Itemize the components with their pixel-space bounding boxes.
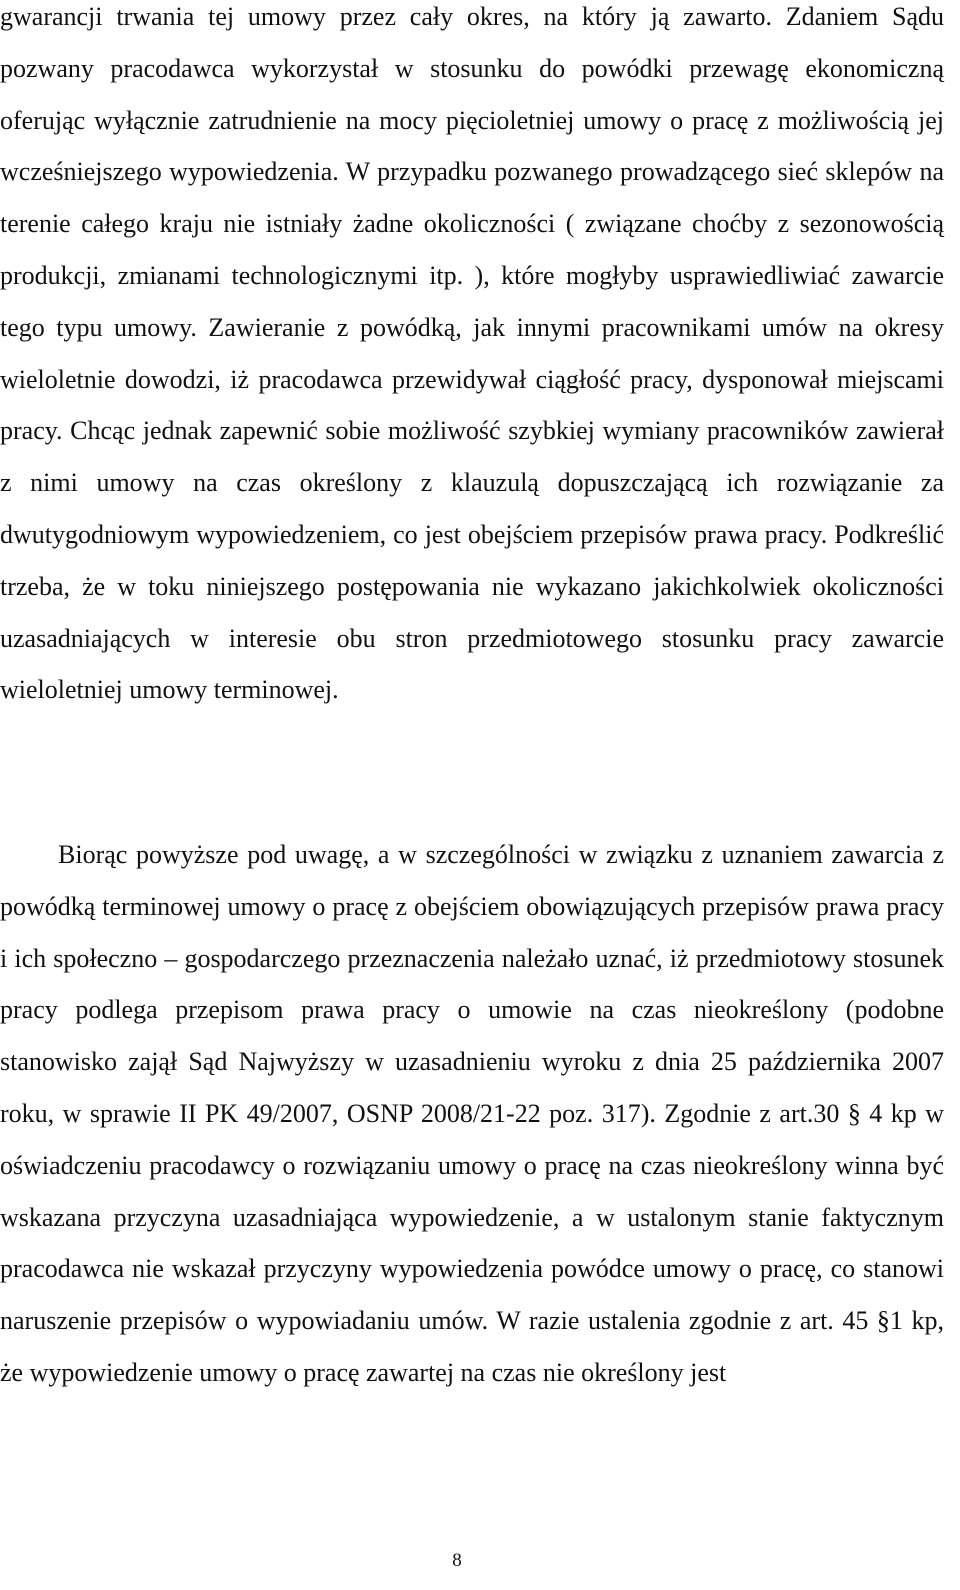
- paragraph-conclusion: [0, 829, 944, 1399]
- paragraph-continuation: gwarancji trwania tej umowy przez cały okres, na który ją zawarto. Zdaniem Sądu pozwany pracodawca wykorzystał w stosunku do powódki przewagę ekonomiczną oferując wyłącznie zatrudnienie na mocy pięcioletniej umowy o pracę z możliwością jej wcześniejszego wypowiedzenia. W przypadku pozwanego prowadzącego sieć sklepów na terenie całego kraju nie istniały żadne okoliczności ( związane choćby z sezonowością produkcji, zmianami technologicznymi itp. ), które mogłyby usprawiedliwiać zawarcie tego typu umowy. Zawieranie z powódką, jak innymi pracownikami umów na okresy wieloletnie dowodzi, iż pracodawca przewidywał ciągłość pracy, dysponował miejscami pracy. Chcąc jednak zapewnić sobie możliwość szybkiej wymiany pracowników zawierał z nimi umowy na czas określony z klauzulą dopuszczającą ich rozwiązanie za dwutygodniowym wypowiedzeniem, co jest obejściem przepisów prawa pracy. Podkreślić trzeba, że w toku niniejszego postępowania nie wykazano jakichkolwiek okoliczności uzasadniających w interesie obu stron przedmiotowego stosunku pracy zawarcie wieloletniej umowy terminowej.: [0, 2, 944, 705]
- paragraph-conclusion-text: Biorąc powyższe pod uwagę, a w szczególności w związku z uznaniem zawarcia z powódką terminowej umowy o pracę z obejściem obowiązujących przepisów prawa pracy i ich społeczno – gospodarczego przeznaczenia należało uznać, iż przedmiotowy stosunek pracy podlega przepisom prawa pracy o umowie na czas nieokreślony (podobne stanowisko zajął Sąd Najwyższy w uzasadnieniu wyroku z dnia 25 października 2007 roku, w sprawie II PK 49/2007, OSNP 2008/21-22 poz. 317). Zgodnie z art.30 § 4 kp w oświadczeniu pracodawcy o rozwiązaniu umowy o pracę na czas nieokreślony winna być wskazana przyczyna uzasadniająca wypowiedzenie, a w ustalonym stanie faktycznym pracodawca nie wskazał przyczyny wypowiedzenia powódce umowy o pracę, co stanowi naruszenie przepisów o wypowiadaniu umów. W razie ustalenia zgodnie z art. 45 §1 kp, że wypowiedzenie umowy o pracę zawartej na czas nie określony jest: [0, 840, 944, 1387]
- page-number: 8: [452, 1550, 462, 1571]
